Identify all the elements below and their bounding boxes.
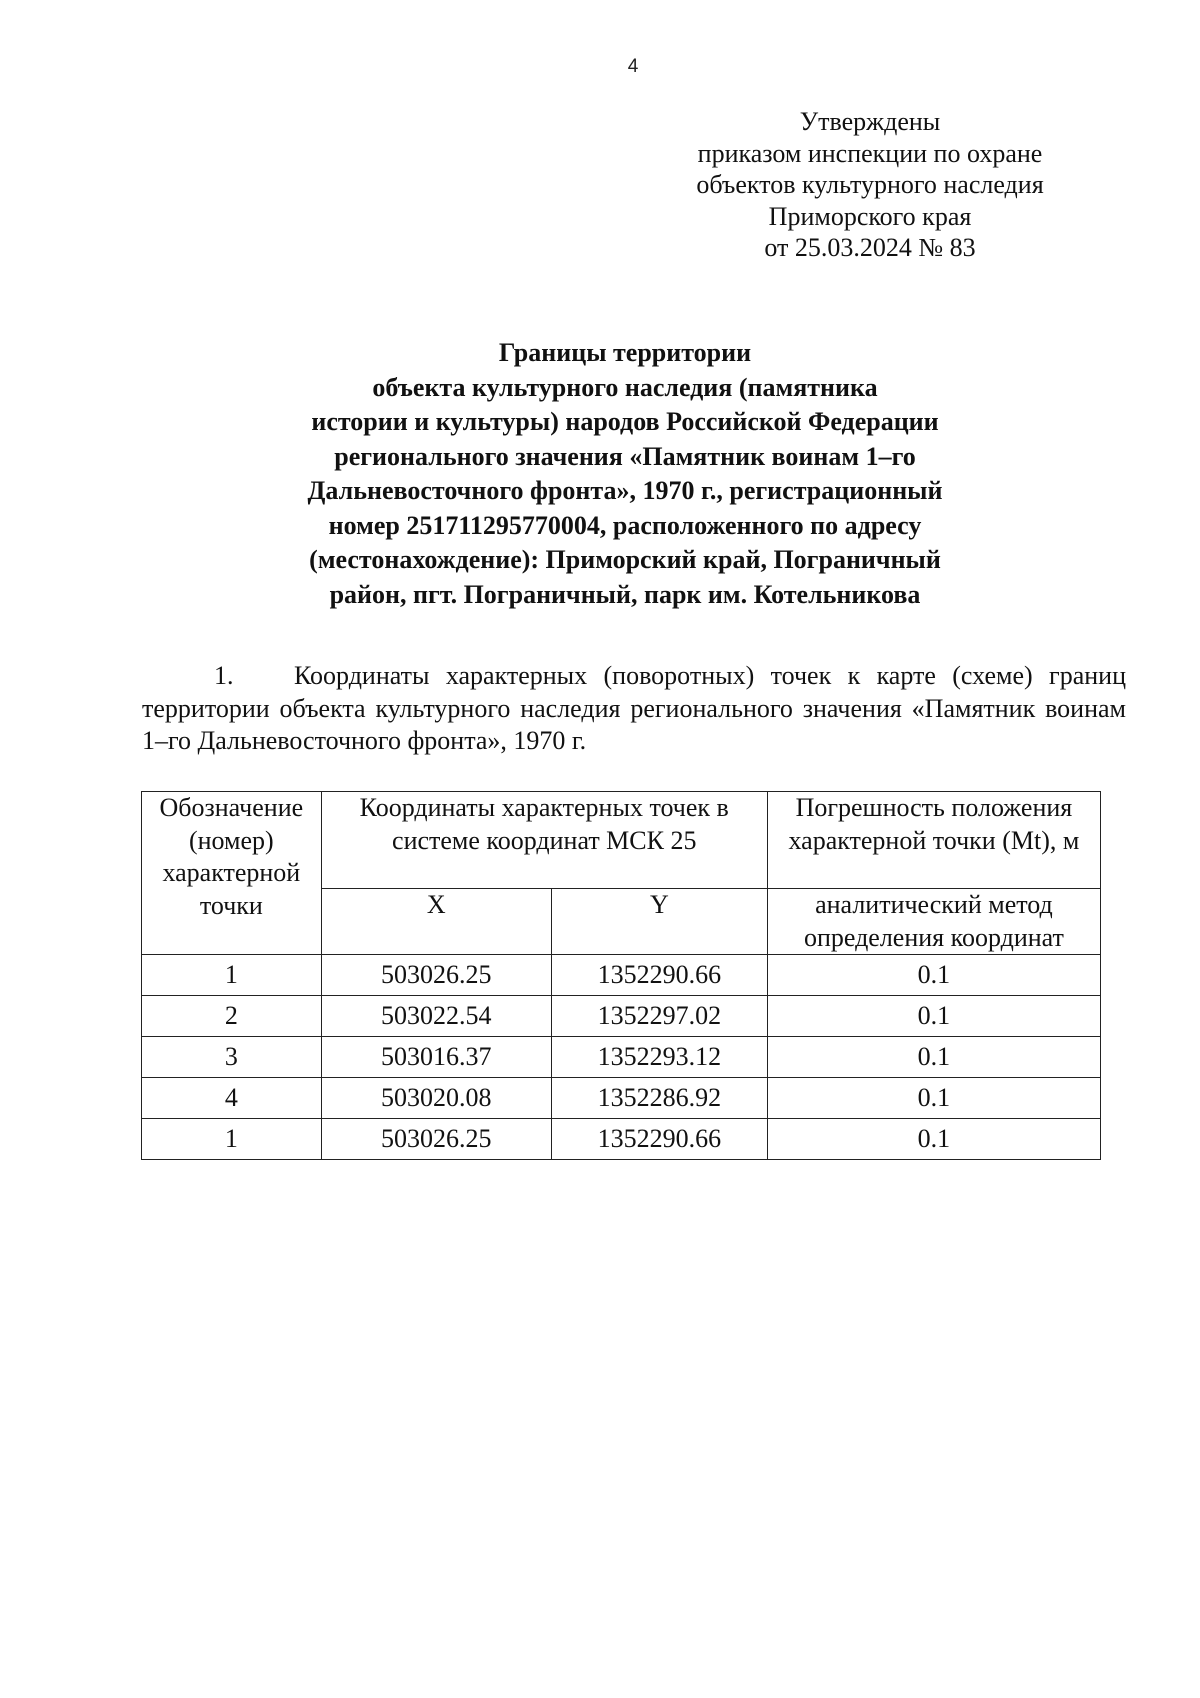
approval-line: Утверждены	[799, 107, 941, 136]
cell-point: 4	[142, 1078, 322, 1119]
cell-y: 1352290.66	[551, 955, 767, 996]
coordinates-table	[141, 791, 1101, 1160]
title-line: истории и культуры) народов Российской Федерации	[311, 407, 939, 436]
cell-y: 1352293.12	[551, 1037, 767, 1078]
intro-paragraph	[142, 660, 1126, 758]
cell-x: 503022.54	[321, 996, 551, 1037]
title-line: Границы территории	[498, 338, 752, 367]
approval-block	[640, 106, 1100, 264]
cell-point: 2	[142, 996, 322, 1037]
cell-point: 1	[142, 955, 322, 996]
approval-line: приказом инспекции по охране	[697, 138, 1043, 168]
header-point: Обозначение (номер) характерной точки	[142, 792, 322, 955]
cell-error: 0.1	[767, 1119, 1100, 1160]
paragraph-text: Координаты характерных (поворотных) точек к карте (схеме) границ территории объекта культурного наследия регионального значения «Памятник воинам 1–го Дальневосточного фронта», 1970 г.	[142, 661, 1126, 755]
cell-y: 1352297.02	[551, 996, 767, 1037]
title-line: регионального значения «Памятник воинам 1–го	[334, 441, 916, 471]
table-row	[142, 955, 1101, 996]
table-row	[142, 996, 1101, 1037]
document-title	[200, 336, 1050, 612]
header-x: X	[321, 889, 551, 955]
cell-x: 503026.25	[321, 955, 551, 996]
cell-y: 1352286.92	[551, 1078, 767, 1119]
header-method: аналитический метод определения координат	[767, 889, 1100, 955]
table-row	[142, 1119, 1101, 1160]
title-line: номер 251711295770004, расположенного по адресу	[328, 510, 922, 540]
cell-point: 3	[142, 1037, 322, 1078]
header-coordinates: Координаты характерных точек в системе координат МСК 25	[321, 792, 767, 889]
header-y: Y	[551, 889, 767, 955]
title-line: (местонахождение): Приморский край, Пограничный	[309, 545, 941, 574]
cell-error: 0.1	[767, 1078, 1100, 1119]
title-line: объекта культурного наследия (памятника	[372, 372, 878, 402]
approval-date-line: от 25.03.2024 № 83	[764, 233, 976, 262]
cell-x: 503026.25	[321, 1119, 551, 1160]
approval-line: объектов культурного наследия	[696, 170, 1044, 199]
table-row	[142, 1078, 1101, 1119]
cell-point: 1	[142, 1119, 322, 1160]
cell-error: 0.1	[767, 996, 1100, 1037]
table-row	[142, 1037, 1101, 1078]
cell-x: 503016.37	[321, 1037, 551, 1078]
cell-x: 503020.08	[321, 1078, 551, 1119]
cell-error: 0.1	[767, 955, 1100, 996]
page-number: 4	[627, 56, 639, 77]
title-line: район, пгт. Пограничный, парк им. Котельникова	[329, 579, 921, 609]
title-line: Дальневосточного фронта», 1970 г., регистрационный	[307, 476, 943, 505]
paragraph-number: 1.	[214, 661, 234, 690]
approval-line: Приморского края	[768, 201, 972, 231]
cell-error: 0.1	[767, 1037, 1100, 1078]
cell-y: 1352290.66	[551, 1119, 767, 1160]
header-error: Погрешность положения характерной точки (Mt), м	[767, 792, 1100, 889]
